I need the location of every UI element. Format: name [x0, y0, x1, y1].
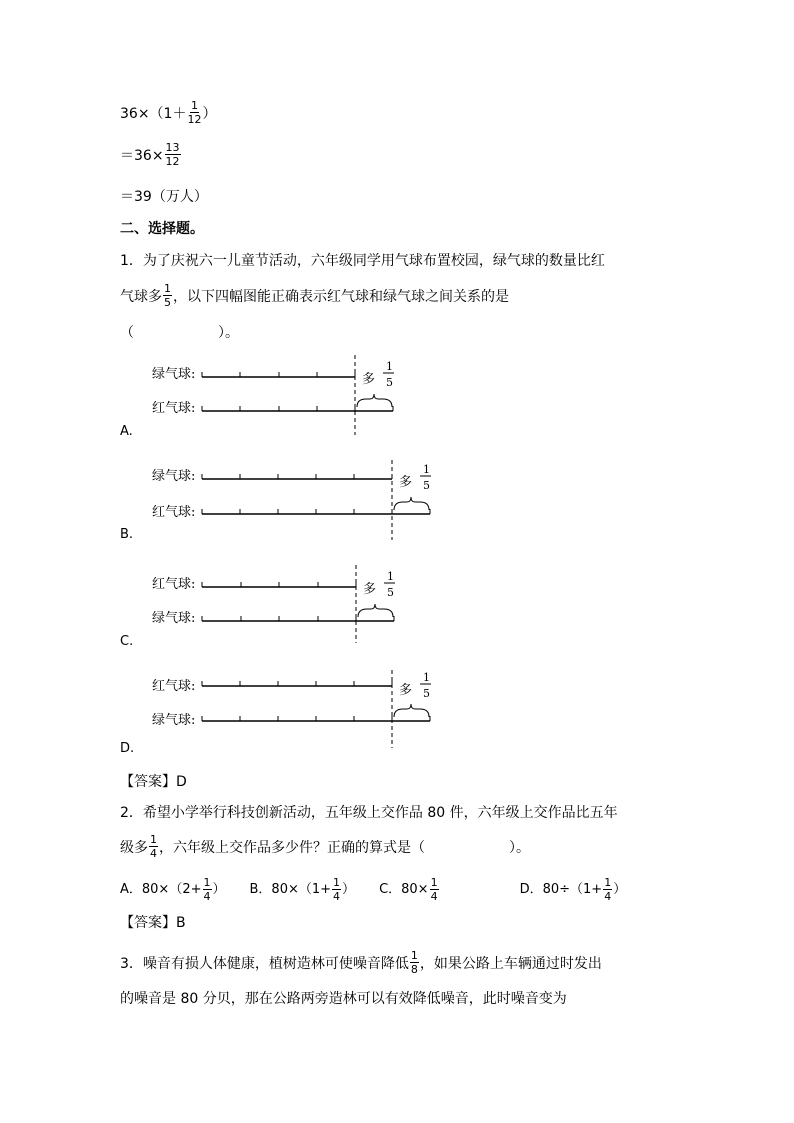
diagram-label-top: 绿气球:	[152, 469, 196, 484]
svg-text:1: 1	[423, 463, 430, 476]
calc-text: ）	[202, 105, 217, 122]
q3-line-2: 的噪音是 80 分贝，那在公路两旁造林可以有效降低噪音，此时噪音变为	[120, 991, 567, 1007]
svg-text:1: 1	[423, 671, 430, 684]
svg-text:5: 5	[423, 687, 430, 700]
calc-line-3	[120, 186, 208, 206]
diagram-d-svg	[140, 670, 450, 755]
option-b-label: B.	[120, 527, 134, 542]
q2-option-d: D．80÷（1+ $\frac{1}{4}$ ）	[519, 876, 627, 903]
q2-answer: 【答案】B	[120, 915, 186, 931]
diagram-c	[140, 565, 440, 654]
svg-text:5: 5	[423, 479, 430, 492]
diagram-label-bottom: 绿气球:	[152, 611, 196, 626]
fraction: $\frac{13}{12}$	[165, 141, 180, 168]
q1-line-3: （ ）。	[120, 325, 239, 341]
calc-text: ＝39（万人）	[120, 189, 208, 205]
svg-text:多: 多	[362, 372, 376, 387]
diagram-label-bottom: 绿气球:	[152, 713, 196, 728]
q2-option-b: B．80×（1+ $\frac{1}{4}$ ）	[249, 876, 356, 903]
diagram-a	[140, 355, 440, 444]
fraction: $\frac{1}{4}$	[150, 833, 157, 860]
calc-line-2	[120, 142, 182, 167]
calc-text: ＝36×	[120, 147, 164, 164]
q3-line-1: 3．噪音有损人体健康，植树造林可使噪音降低 $\frac{1}{8}$ ，如果公路上车辆通过时发出	[120, 949, 602, 976]
option-a-label: A.	[120, 424, 133, 439]
q2-line-1: 2．希望小学举行科技创新活动，五年级上交作品 80 件，六年级上交作品比五年	[120, 805, 618, 821]
svg-text:1: 1	[387, 570, 394, 583]
diagram-b	[140, 460, 450, 549]
q1-line-1: 1．为了庆祝六一儿童节活动，六年级同学用气球布置校园，绿气球的数量比红	[120, 253, 605, 269]
svg-text:多: 多	[399, 683, 413, 698]
q1-answer: 【答案】D	[120, 774, 187, 790]
calc-line-1	[120, 100, 216, 125]
svg-text:5: 5	[386, 376, 393, 389]
svg-text:1: 1	[386, 360, 393, 373]
fraction: $\frac{1}{12}$	[187, 99, 202, 126]
option-c-label: C.	[120, 634, 134, 649]
fraction: $\frac{1}{8}$	[410, 949, 418, 976]
svg-text:5: 5	[387, 586, 394, 599]
section-title: 二、选择题。	[120, 221, 204, 237]
q2-options	[120, 877, 626, 902]
q1-line-2: 气球多 $\frac{1}{5}$ ，以下四幅图能正确表示红气球和绿气球之间关系的是	[120, 282, 509, 309]
diagram-label-top: 红气球:	[152, 679, 196, 694]
diagram-label-top: 红气球:	[152, 577, 196, 592]
q2-option-c: C．80× $\frac{1}{4}$	[379, 876, 438, 903]
fraction: $\frac{1}{5}$	[164, 282, 171, 309]
q2-option-a: A．80×（2+ $\frac{1}{4}$ ）	[120, 876, 226, 903]
svg-text:多: 多	[399, 475, 413, 490]
diagram-label-bottom: 红气球:	[152, 401, 196, 416]
diagram-a-svg	[140, 355, 440, 440]
q2-line-2: 级多 $\frac{1}{4}$ ，六年级上交作品多少件？正确的算式是（ ）。	[120, 833, 530, 860]
diagram-label-bottom: 红气球:	[152, 505, 196, 520]
diagram-b-svg	[140, 460, 450, 545]
diagram-c-svg	[140, 565, 440, 650]
diagram-label-top: 绿气球:	[152, 367, 196, 382]
option-d-label: D.	[120, 741, 135, 756]
diagram-d	[140, 670, 450, 759]
svg-text:多: 多	[363, 582, 377, 597]
calc-text: 36×（1＋	[120, 105, 187, 122]
